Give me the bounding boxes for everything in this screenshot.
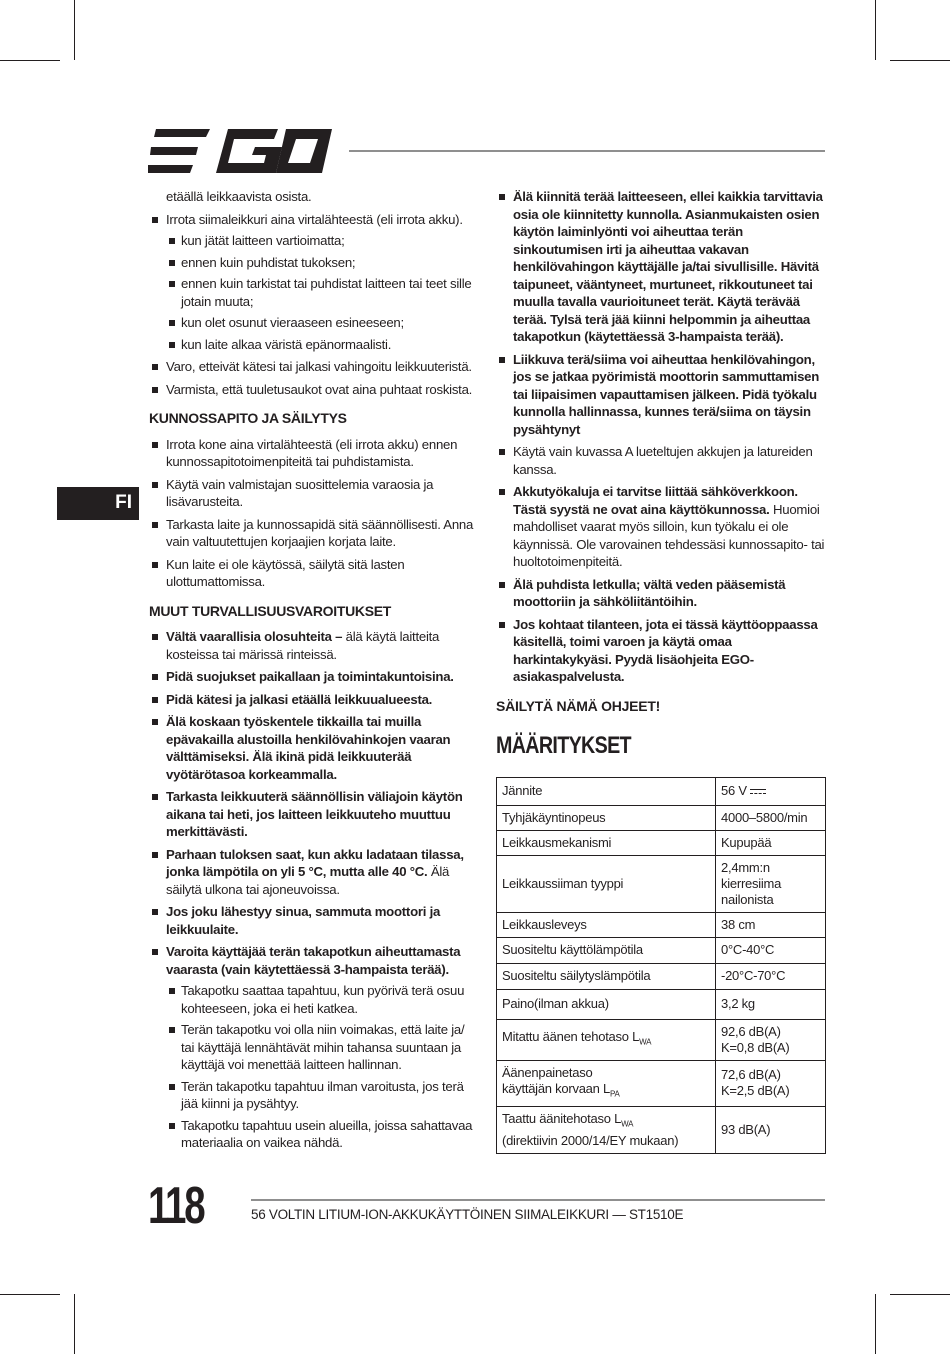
table-row bbox=[497, 805, 826, 830]
sub-list-item: ennen kuin tarkistat tai puhdistat laitteen tai teet sille jotain muuta; bbox=[166, 275, 479, 310]
spec-value: 38 cm bbox=[716, 912, 826, 937]
crop-mark bbox=[890, 1294, 950, 1295]
spec-value: 4000–5800/min bbox=[716, 805, 826, 830]
other-warnings-list bbox=[149, 628, 479, 1152]
list-item: Pidä kätesi ja jalkasi etäällä leikkuualueesta. bbox=[149, 691, 479, 709]
spec-label: Mitattu äänen tehotaso $L_{WA}$ bbox=[497, 1019, 716, 1060]
table-row bbox=[497, 830, 826, 855]
spec-value: 93 dB(A) bbox=[716, 1107, 826, 1154]
list-item: Varoita käyttäjää terän takapotkun aiheuttamasta vaarasta (vain käytettäessä 3-hampaista terää). Takapotku saattaa tapahtuu, kun pyörivä terä osuu kohteeseen, joka ei heti katkea. Terän takapotku voi olla niin voimakas, että laite ja/ tai käyttäjä lennähtävät mihin tahansa suuntaan ja käyttäjä voi menettää laitteen hallinnan. Terän takapotku tapahtuu ilman varoitusta, jos terä jää kiinni ja pysähtyy. Takapotku tapahtuu usein alueilla, joissa sahattavaa materiaalia on vaikea nähdä. bbox=[149, 943, 479, 1152]
save-instructions-note: SÄILYTÄ NÄMÄ OHJEET! bbox=[496, 697, 661, 714]
right-column bbox=[496, 188, 830, 1154]
list-item: Älä kiinnitä terää laitteeseen, ellei kaikkia tarvittavia osia ole kiinnitetty kunnolla. Asianmukaisten osien käytön laiminlyönti voi aiheuttaa terän sinkoutumisen irti ja aiheuttaa vakavan henkilövahingon käyttäjälle ja/tai sivullisille. Hävitä taipuneet, vääntyneet, murtuneet, rikkoutuneet tai muulla tavalla vaurioituneet terät. Käytä terävää terää. Tylsä terä jää kiinni helpommin ja aiheuttaa takapotkun (käytettäessä 3-hampaista terää). bbox=[496, 188, 830, 346]
table-row bbox=[497, 1060, 826, 1107]
list-item: Parhaan tuloksen saat, kun akku ladataan tilassa, jonka lämpötila on yli 5 °C, mutta alle 40 °C. Älä säilytä ulkona tai ajoneuvoissa. bbox=[149, 846, 479, 899]
spec-value: 56 V bbox=[716, 777, 826, 805]
spec-value: 72,6 dB(A) K=2,5 dB(A) bbox=[716, 1060, 826, 1107]
spec-label: Jännite bbox=[497, 777, 716, 805]
spec-value: Kupupää bbox=[716, 830, 826, 855]
list-item: Tarkasta laite ja kunnossapidä sitä säännöllisesti. Anna vain valtuutettujen korjaajien korjata laite. bbox=[149, 516, 479, 551]
crop-mark bbox=[875, 1294, 876, 1354]
table-row bbox=[497, 1019, 826, 1060]
list-item: Käytä vain valmistajan suosittelemia varaosia ja lisävarusteita. bbox=[149, 476, 479, 511]
continuation-text: etäällä leikkaavista osista. bbox=[166, 189, 312, 204]
spec-value: 3,2 kg bbox=[716, 989, 826, 1019]
table-row bbox=[497, 777, 826, 805]
table-row bbox=[497, 912, 826, 937]
left-column bbox=[149, 188, 479, 1157]
table-row bbox=[497, 989, 826, 1019]
list-item: Liikkuva terä/siima voi aiheuttaa henkilövahingon, jos se jatkaa pyörimistä moottorin sammuttamisen tai liipaisimen vapauttamisen jälkeen. Pidä työkalu kunnolla hallinnassa, kunnes terä/siima on täysin pysähtynyt bbox=[496, 351, 830, 439]
crop-mark bbox=[0, 60, 60, 61]
table-row bbox=[497, 1107, 826, 1154]
sub-list-item: kun laite alkaa väristä epänormaalisti. bbox=[166, 336, 479, 354]
spec-value: -20°C-70°C bbox=[716, 963, 826, 989]
sub-list-item: ennen kuin puhdistat tukoksen; bbox=[166, 254, 479, 272]
spec-label: Taattu äänitehotaso $L_{WA}$ (direktiivin 2000/14/EY mukaan) bbox=[497, 1107, 716, 1154]
crop-mark bbox=[74, 1294, 75, 1354]
sub-list-item: Takapotku tapahtuu usein alueilla, joissa sahattavaa materiaalia on vaikea nähdä. bbox=[166, 1117, 479, 1152]
crop-mark bbox=[0, 1294, 60, 1295]
list-item: Älä koskaan työskentele tikkailla tai muilla epävakailla alustoilla henkilövahinkojen vaaran välttämiseksi. Älä ikinä pidä leikkuuterää vyötärötasoa korkeammalla. bbox=[149, 713, 479, 783]
list-item-text: Irrota siimaleikkuri aina virtalähteestä (eli irrota akku). bbox=[166, 211, 463, 227]
list-item: Varmista, että tuuletusaukot ovat aina puhtaat roskista. bbox=[149, 381, 479, 399]
list-item: Pidä suojukset paikallaan ja toimintakuntoisina. bbox=[149, 668, 479, 686]
list-item: Jos kohtaat tilanteen, jota ei tässä käyttöoppaassa käsitellä, toimi varoen ja käytä omaa harkintakykyäsi. Pyydä lisäohjeita EGO-asiakaspalvelusta. bbox=[496, 616, 830, 686]
list-item: Akkutyökaluja ei tarvitse liittää sähköverkkoon. Tästä syystä ne ovat aina käyttökunnossa. Huomioi mahdolliset vaarat myös silloin, kun työkalu ei ole käynnissä. Ole varovainen tehdessäsi kunnossapito- tai huoltotoimenpiteitä. bbox=[496, 483, 830, 571]
specifications-heading: MÄÄRITYKSET bbox=[496, 732, 631, 759]
header-rule bbox=[349, 150, 825, 152]
footer-rule bbox=[251, 1199, 825, 1201]
list-item: Älä puhdista letkulla; vältä veden pääsemistä moottoriin ja sähköliitäntöihin. bbox=[496, 576, 830, 611]
maintenance-list bbox=[149, 436, 479, 591]
sub-list-item: Takapotku saattaa tapahtuu, kun pyörivä terä osuu kohteeseen, joka ei heti katkea. bbox=[166, 982, 479, 1017]
other-warnings-heading: MUUT TURVALLISUUSVAROITUKSET bbox=[149, 602, 392, 619]
sub-list-item: Terän takapotku tapahtuu ilman varoitusta, jos terä jää kiinni ja pysähtyy. bbox=[166, 1078, 479, 1113]
dc-symbol-icon bbox=[750, 789, 766, 795]
top-list bbox=[149, 211, 479, 399]
spec-label: Leikkausleveys bbox=[497, 912, 716, 937]
table-row bbox=[497, 937, 826, 963]
sub-list-item: kun jätät laitteen vartioimatta; bbox=[166, 232, 479, 250]
list-item bbox=[149, 211, 479, 354]
spec-label: Tyhjäkäyntinopeus bbox=[497, 805, 716, 830]
list-item: Jos joku lähestyy sinua, sammuta moottori ja leikkuulaite. bbox=[149, 903, 479, 938]
list-item: Vältä vaarallisia olosuhteita – älä käytä laitteita kosteissa tai märissä rinteissä. bbox=[149, 628, 479, 663]
spec-label: Äänenpainetaso käyttäjän korvaan $L_{PA}$ bbox=[497, 1060, 716, 1107]
crop-mark bbox=[875, 0, 876, 60]
right-warnings-list bbox=[496, 188, 830, 686]
language-tab: FI bbox=[57, 487, 139, 520]
table-row bbox=[497, 963, 826, 989]
sub-list bbox=[166, 982, 479, 1152]
footer-title: 56 VOLTIN LITIUM-ION-AKKUKÄYTTÖINEN SIIMALEIKKURI — ST1510E bbox=[251, 1207, 684, 1222]
sub-list-item: Terän takapotku voi olla niin voimakas, että laite ja/ tai käyttäjä lennähtävät mihin tahansa suuntaan ja käyttäjä voi menettää laitteen hallinnan. bbox=[166, 1021, 479, 1074]
crop-mark bbox=[890, 60, 950, 61]
ego-logo bbox=[148, 129, 332, 173]
spec-label: Paino(ilman akkua) bbox=[497, 989, 716, 1019]
spec-label: Suositeltu säilytyslämpötila bbox=[497, 963, 716, 989]
spec-value: 0°C-40°C bbox=[716, 937, 826, 963]
list-item: Tarkasta leikkuuterä säännöllisin väliajoin käytön aikana tai heti, jos laitteen leikkuuteho muuttuu merkittävästi. bbox=[149, 788, 479, 841]
sub-list bbox=[166, 232, 479, 353]
spec-value: 92,6 dB(A) K=0,8 dB(A) bbox=[716, 1019, 826, 1060]
page-number: 118 bbox=[148, 1177, 204, 1235]
maintenance-heading: KUNNOSSAPITO JA SÄILYTYS bbox=[149, 410, 347, 426]
table-row bbox=[497, 855, 826, 912]
spec-label: Suositeltu käyttölämpötila bbox=[497, 937, 716, 963]
spec-value: 2,4mm:n kierresiima nailonista bbox=[716, 855, 826, 912]
list-item: Kun laite ei ole käytössä, säilytä sitä lasten ulottumattomissa. bbox=[149, 556, 479, 591]
list-item: Käytä vain kuvassa A lueteltujen akkujen ja latureiden kanssa. bbox=[496, 443, 830, 478]
crop-mark bbox=[74, 0, 75, 60]
list-item: Irrota kone aina virtalähteestä (eli irrota akku) ennen kunnossapitotoimenpiteitä tai puhdistamista. bbox=[149, 436, 479, 471]
sub-list-item: kun olet osunut vieraaseen esineeseen; bbox=[166, 314, 479, 332]
spec-label: Leikkausmekanismi bbox=[497, 830, 716, 855]
list-item: Varo, etteivät kätesi tai jalkasi vahingoitu leikkuuteristä. bbox=[149, 358, 479, 376]
specifications-table bbox=[496, 777, 826, 1154]
spec-label: Leikkaussiiman tyyppi bbox=[497, 855, 716, 912]
